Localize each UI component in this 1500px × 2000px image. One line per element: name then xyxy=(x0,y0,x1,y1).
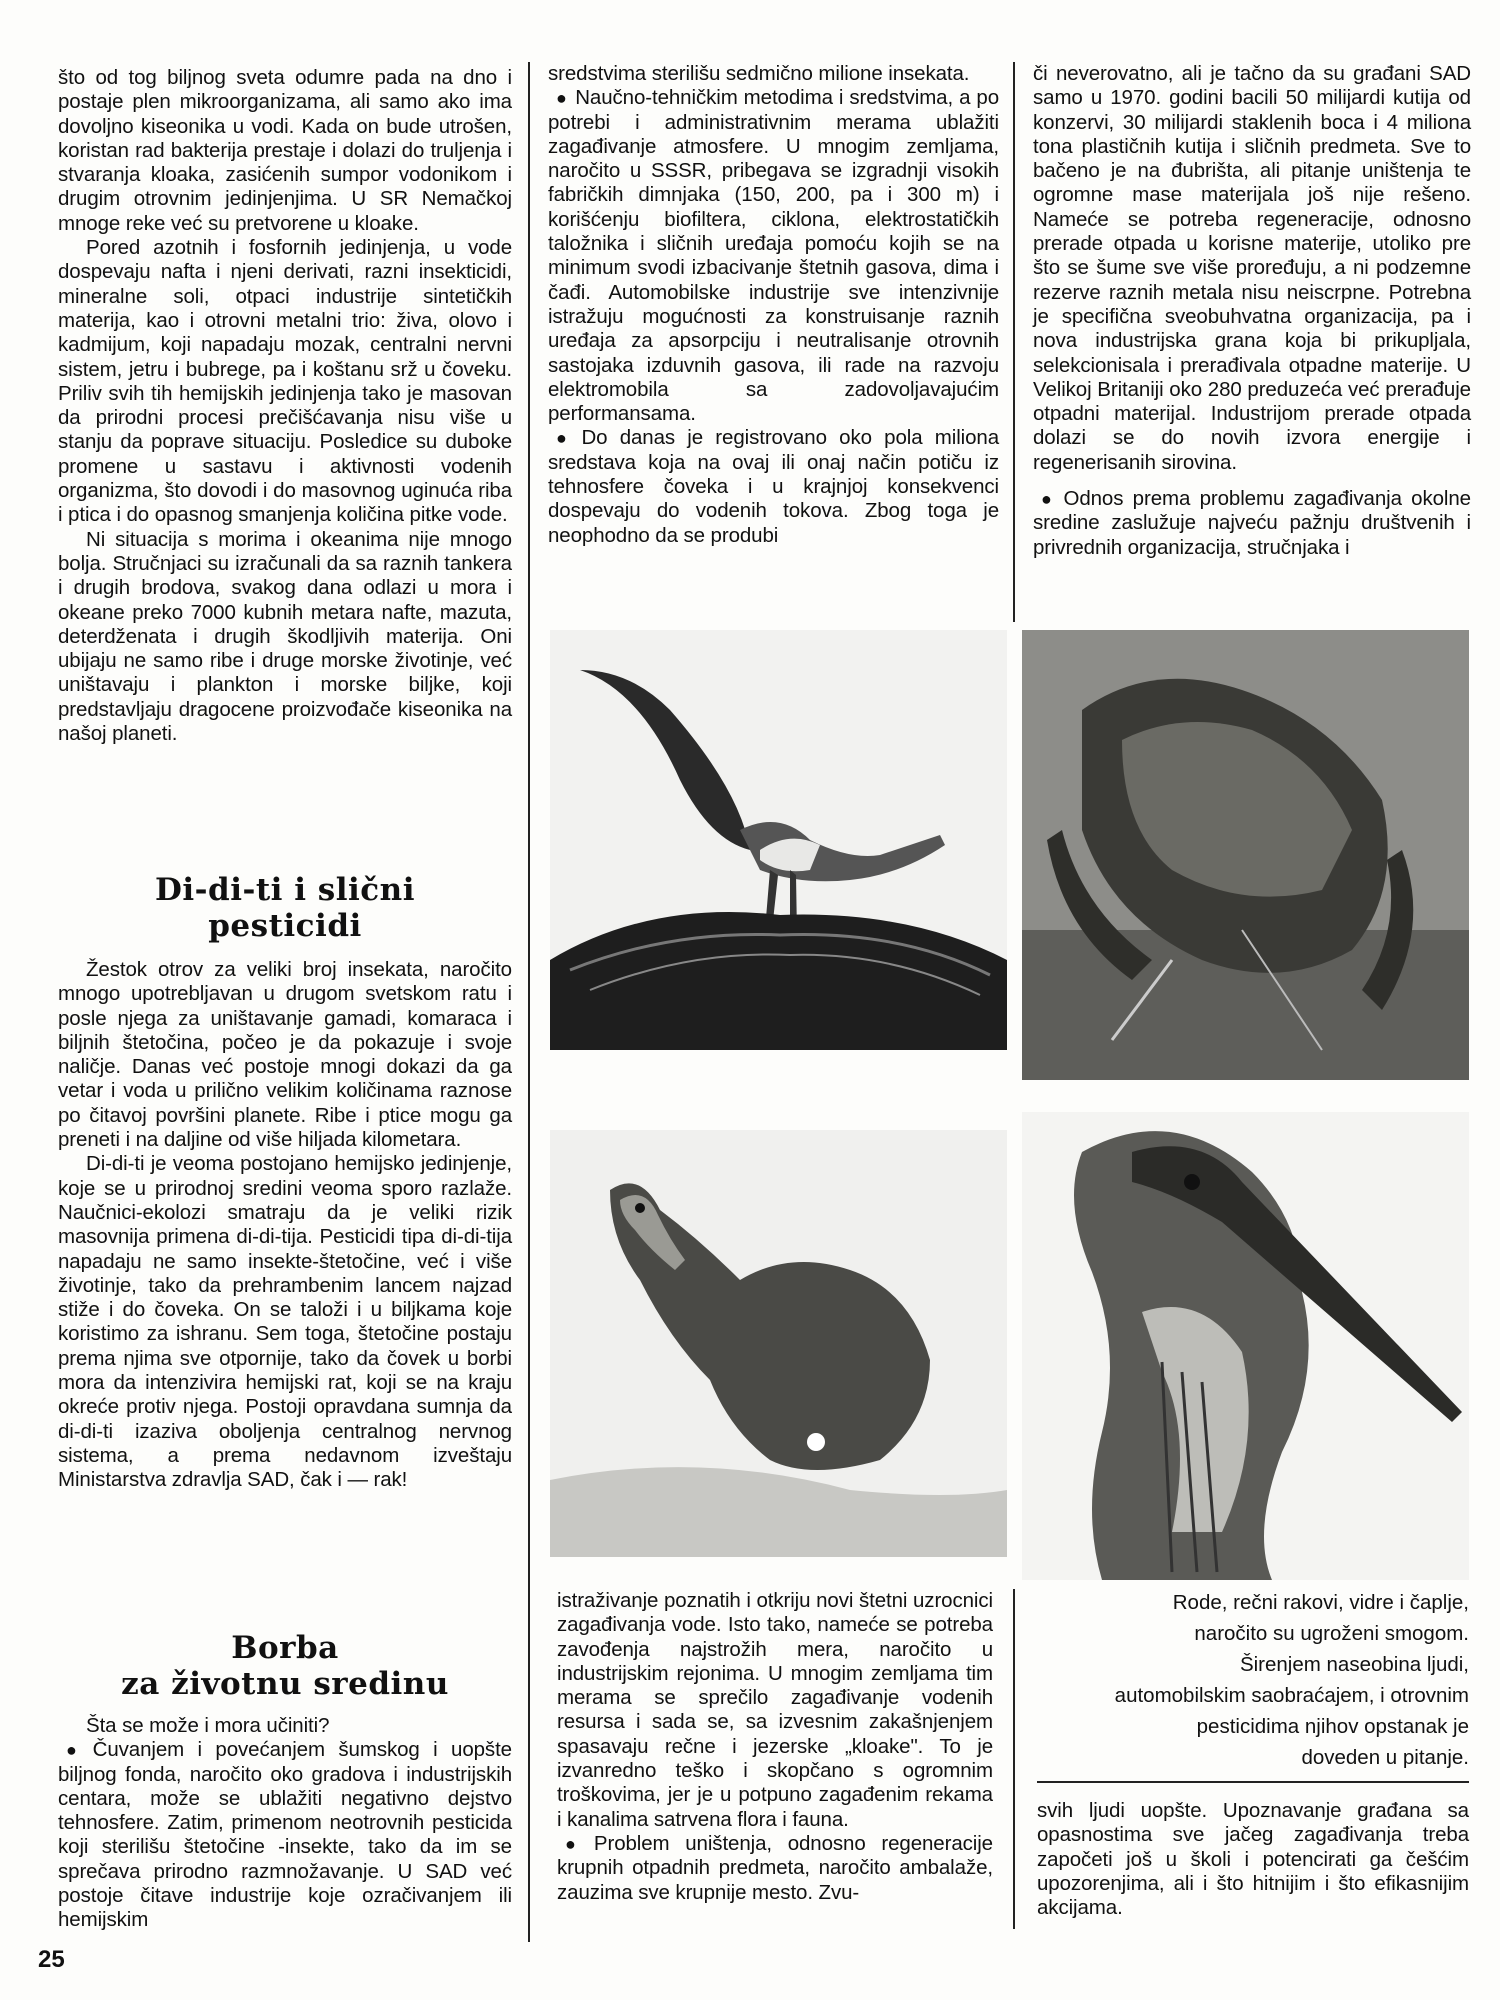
paragraph: Šta se može i mora učiniti? xyxy=(86,1714,330,1737)
heron-photo xyxy=(1022,1112,1469,1580)
caption-rule xyxy=(1037,1781,1469,1783)
paragraph: Di-di-ti je veoma postojano hemijsko jedinjenje, koje se u prirodnoj sredini veoma sporo razlaže. Naučnici-ekolozi smatraju da je veliki rizik masovnija primena di-di-tija. Pesticidi tipa di-di-tija napadaju ne samo insekte-štetočine, već i više životinje, tako da prehrambenim lancem najzad stiže i do čoveka. On se taloži i u biljkama koje koristimo za ishranu. Sem toga, štetočine postaju prema njima sve otpornije, tako da čovek u borbi mora da intenzivira hemijski rat, koji se na kraju okreće protiv njega. Postoji opravdana sumnja da di-di-ti izaziva oboljenja centralnog nervnog sistema, a prema nedavnom izveštaju Ministarstva zdravlja SAD, čak i — rak! xyxy=(58,1152,512,1492)
caption-line: doveden u pitanje. xyxy=(1301,1746,1469,1769)
bullet-paragraph: ● Naučno-tehničkim metodima i sredstvima, a po potrebi i administrativnim merama ublažiti zagađivanje atmosfere. U mnogim zemljama, naročito u SSSR, pribegava se izgradnji visokih fabričkih dimnjaka (150, 200, pa i 300 m) i korišćenju biofiltera, ciklona, elektrostatičkih taložnika i sličnih uređaja pomoću kojih se na minimum svodi izbacivanje štetnih gasova, dima i čađi. Automobilske industrije sve intenzivnije istražuju mogućnosti za konstruisanje raznih uređaja za apsorpciju i neutralisanje otrovnih sastojaka izduvnih gasova, ili rade na razvoju elektromobila sa zadovoljavajućim performansama. xyxy=(548,86,999,426)
column-3-bottom xyxy=(1037,1799,1469,1920)
bullet-paragraph: ● Čuvanjem i povećanjem šumskog i uopšte biljnog fonda, naročito oko gradova i industrijskih centara, može se ublažiti negativno dejstvo tehnosfere. Zatim, primenom neotrovnih pesticida koji sterilišu štetočine -insekte, tako da im se sprečava prirodno razmnožavanje. U SAD već postoje čitave industrije koje ozračivanjem ili hemijskim xyxy=(58,1738,512,1932)
column-1 xyxy=(58,66,512,746)
column-1-ddt-body xyxy=(58,958,512,1493)
paragraph: Žestok otrov za veliki broj insekata, naročito mnogo upotrebljavan u drugom svetskom ratu i posle njega za uništavanje gamadi, komaraca i biljnih štetočina, počeo je da pokazuje i svoje naličje. Danas već postoje mnogi dokazi da ga vetar i voda u prilično velikim količinama raznose po čitavoj površini planete. Ribe i ptice mogu ga preneti i na daljine od više hiljada kilometara. xyxy=(58,958,512,1152)
paragraph: svih ljudi uopšte. Upoznavanje građana sa opasnostima sve jačeg zagađivanja treba započeti još u školi i potencirati ga češćim upozorenjima, ali i što hitnijim i što efikasnijim akcijama. xyxy=(1037,1799,1469,1920)
paragraph: Ni situacija s morima i okeanima nije mnogo bolja. Stručnjaci su izračunali da sa raznih tankera i drugih brodova, svakog dana odlazi u mora i okeane preko 7000 kubnih metara nafte, mazuta, deterdženata i drugih škodljivih materija. Oni ubijaju ne samo ribe i druge morske životinje, već uništavaju i plankton i morske biljke, koji predstavljaju dragocene proizvođače kiseonika na našoj planeti. xyxy=(58,527,512,746)
bullet-paragraph: ● Odnos prema problemu zagađivanja okolne sredine zaslužuje najveću pažnju društvenih i privrednih organizacija, stručnjaka i xyxy=(1033,487,1471,560)
caption-line: Širenjem naseobina ljudi, xyxy=(1239,1653,1469,1676)
heading-line: pesticidi xyxy=(208,908,362,944)
paragraph: či neverovatno, ali je tačno da su građani SAD samo u 1970. godini bacili 50 milijardi kutija od konzervi, 30 milijardi staklenih boca i 4 miliona tona plastičnih kutija i sličnih predmeta. Sve to bačeno je na đubrišta, ali pitanje uništenja te ogromne mase materijala još nije rešeno. Nameće se potreba regeneracije, odnosno prerade otpada u korisne materije, utoliko pre što se šume sve više proređuju, a ni podzemne rezerve raznih metala nisu neiscrpne. Potrebna je specifična sveobuhvatna organizacija, pa i nova industrijska grana koja bi prikupljala, selekcionisala i prerađivala otpadne materije. U Velikoj Britaniji oko 280 preduzeća već prerađuje otpadni materijal. Industrijom prerade otpada dolazi se do novih izvora energije i regenerisanih sirovina. xyxy=(1033,62,1471,474)
caption-line: automobilskim saobraćajem, i otrovnim xyxy=(1114,1684,1469,1707)
paragraph: što od tog biljnog sveta odumre pada na dno i postaje plen mikroorganizama, ali samo ako ima dovoljno kiseonika u vodi. Kada on bude utrošen, koristan rad bakterija prestaje i dolazi do truljenja i stvaranja kloaka, zasićenih sumpor vodonikom i drugim otrovnim jedinjenjima. U SR Nemačkoj mnoge reke već su pretvorene u kloake. xyxy=(58,66,512,235)
paragraph: istraživanje poznatih i otkriju novi štetni uzrocnici zagađivanja vode. Isto tako, nameće se potreba zavođenja najstrožih mera, naročito u industrijskim rejonima. U mnogim zemljama tim merama se sprečilo zagađivanje vodenih resursa i sada se, sa izvesnim zakašnjenjem spasavaju rečne i jezerske „kloake". To je izvanredno teško i skopčano s ogromnim troškovima, jer je u potpuno zagađenim rekama i kanalima satrvena flora i fauna. xyxy=(557,1589,993,1831)
bullet-paragraph: ● Do danas je registrovano oko pola miliona sredstava koja na ovaj ili onaj način potiču iz tehnosfere čoveka i u krajnjoj konsekvenci dospevaju do vodenih tokova. Zbog toga je neophodno da se produbi xyxy=(548,426,999,547)
heading-line: Di-di-ti i slični xyxy=(155,872,415,908)
stork-photo xyxy=(550,630,1007,1050)
column-1-borba-body xyxy=(58,1714,512,1933)
page-number: 25 xyxy=(38,1946,65,1973)
column-rule xyxy=(1013,62,1015,622)
crayfish-photo xyxy=(1022,630,1469,1080)
section-heading-borba xyxy=(58,1630,512,1702)
bullet-paragraph: ● Problem uništenja, odnosno regeneracije krupnih otpadnih predmeta, naročito ambalaže, zauzima sve krupnije mesto. Zvu- xyxy=(557,1832,993,1905)
paragraph: sredstvima sterilišu sedmično milione insekata. xyxy=(548,62,970,85)
otter-photo xyxy=(550,1130,1007,1557)
paragraph: Pored azotnih i fosfornih jedinjenja, u vode dospevaju nafta i njeni derivati, razni insekticidi, mineralne soli, otpaci industrije sintetičkih materija, kao i otrovni metalni trio: živa, olovo i kadmijum, koji napadaju mozak, centralni nervni sistem, jetru i bubrege, pa i koštanu srž u čoveku. Priliv svih tih hemijskih jedinjenja tako je masovan da prirodni procesi prečišćavanja nisu više u stanju da poprave situaciju. Posledice su duboke promene u sastavu i aktivnosti vodenih organizma, što dovodi i do masovnog uginuća riba i ptica i do opasnog smanjenja količina pitke vode. xyxy=(58,236,512,527)
column-2-bottom xyxy=(557,1589,993,1905)
column-2-top xyxy=(548,62,999,548)
caption-line: pesticidima njihov opstanak je xyxy=(1196,1715,1469,1738)
caption-line: Rode, rečni rakovi, vidre i čaplje, xyxy=(1172,1591,1469,1614)
heading-line: za životnu sredinu xyxy=(121,1666,449,1702)
section-heading-ddt xyxy=(58,872,512,944)
caption-line: naročito su ugroženi smogom. xyxy=(1194,1622,1469,1645)
column-rule xyxy=(1013,1589,1015,1929)
column-rule xyxy=(528,62,530,1942)
photo-caption xyxy=(1035,1587,1469,1773)
heading-line: Borba xyxy=(231,1630,339,1666)
column-3-top xyxy=(1033,62,1471,560)
